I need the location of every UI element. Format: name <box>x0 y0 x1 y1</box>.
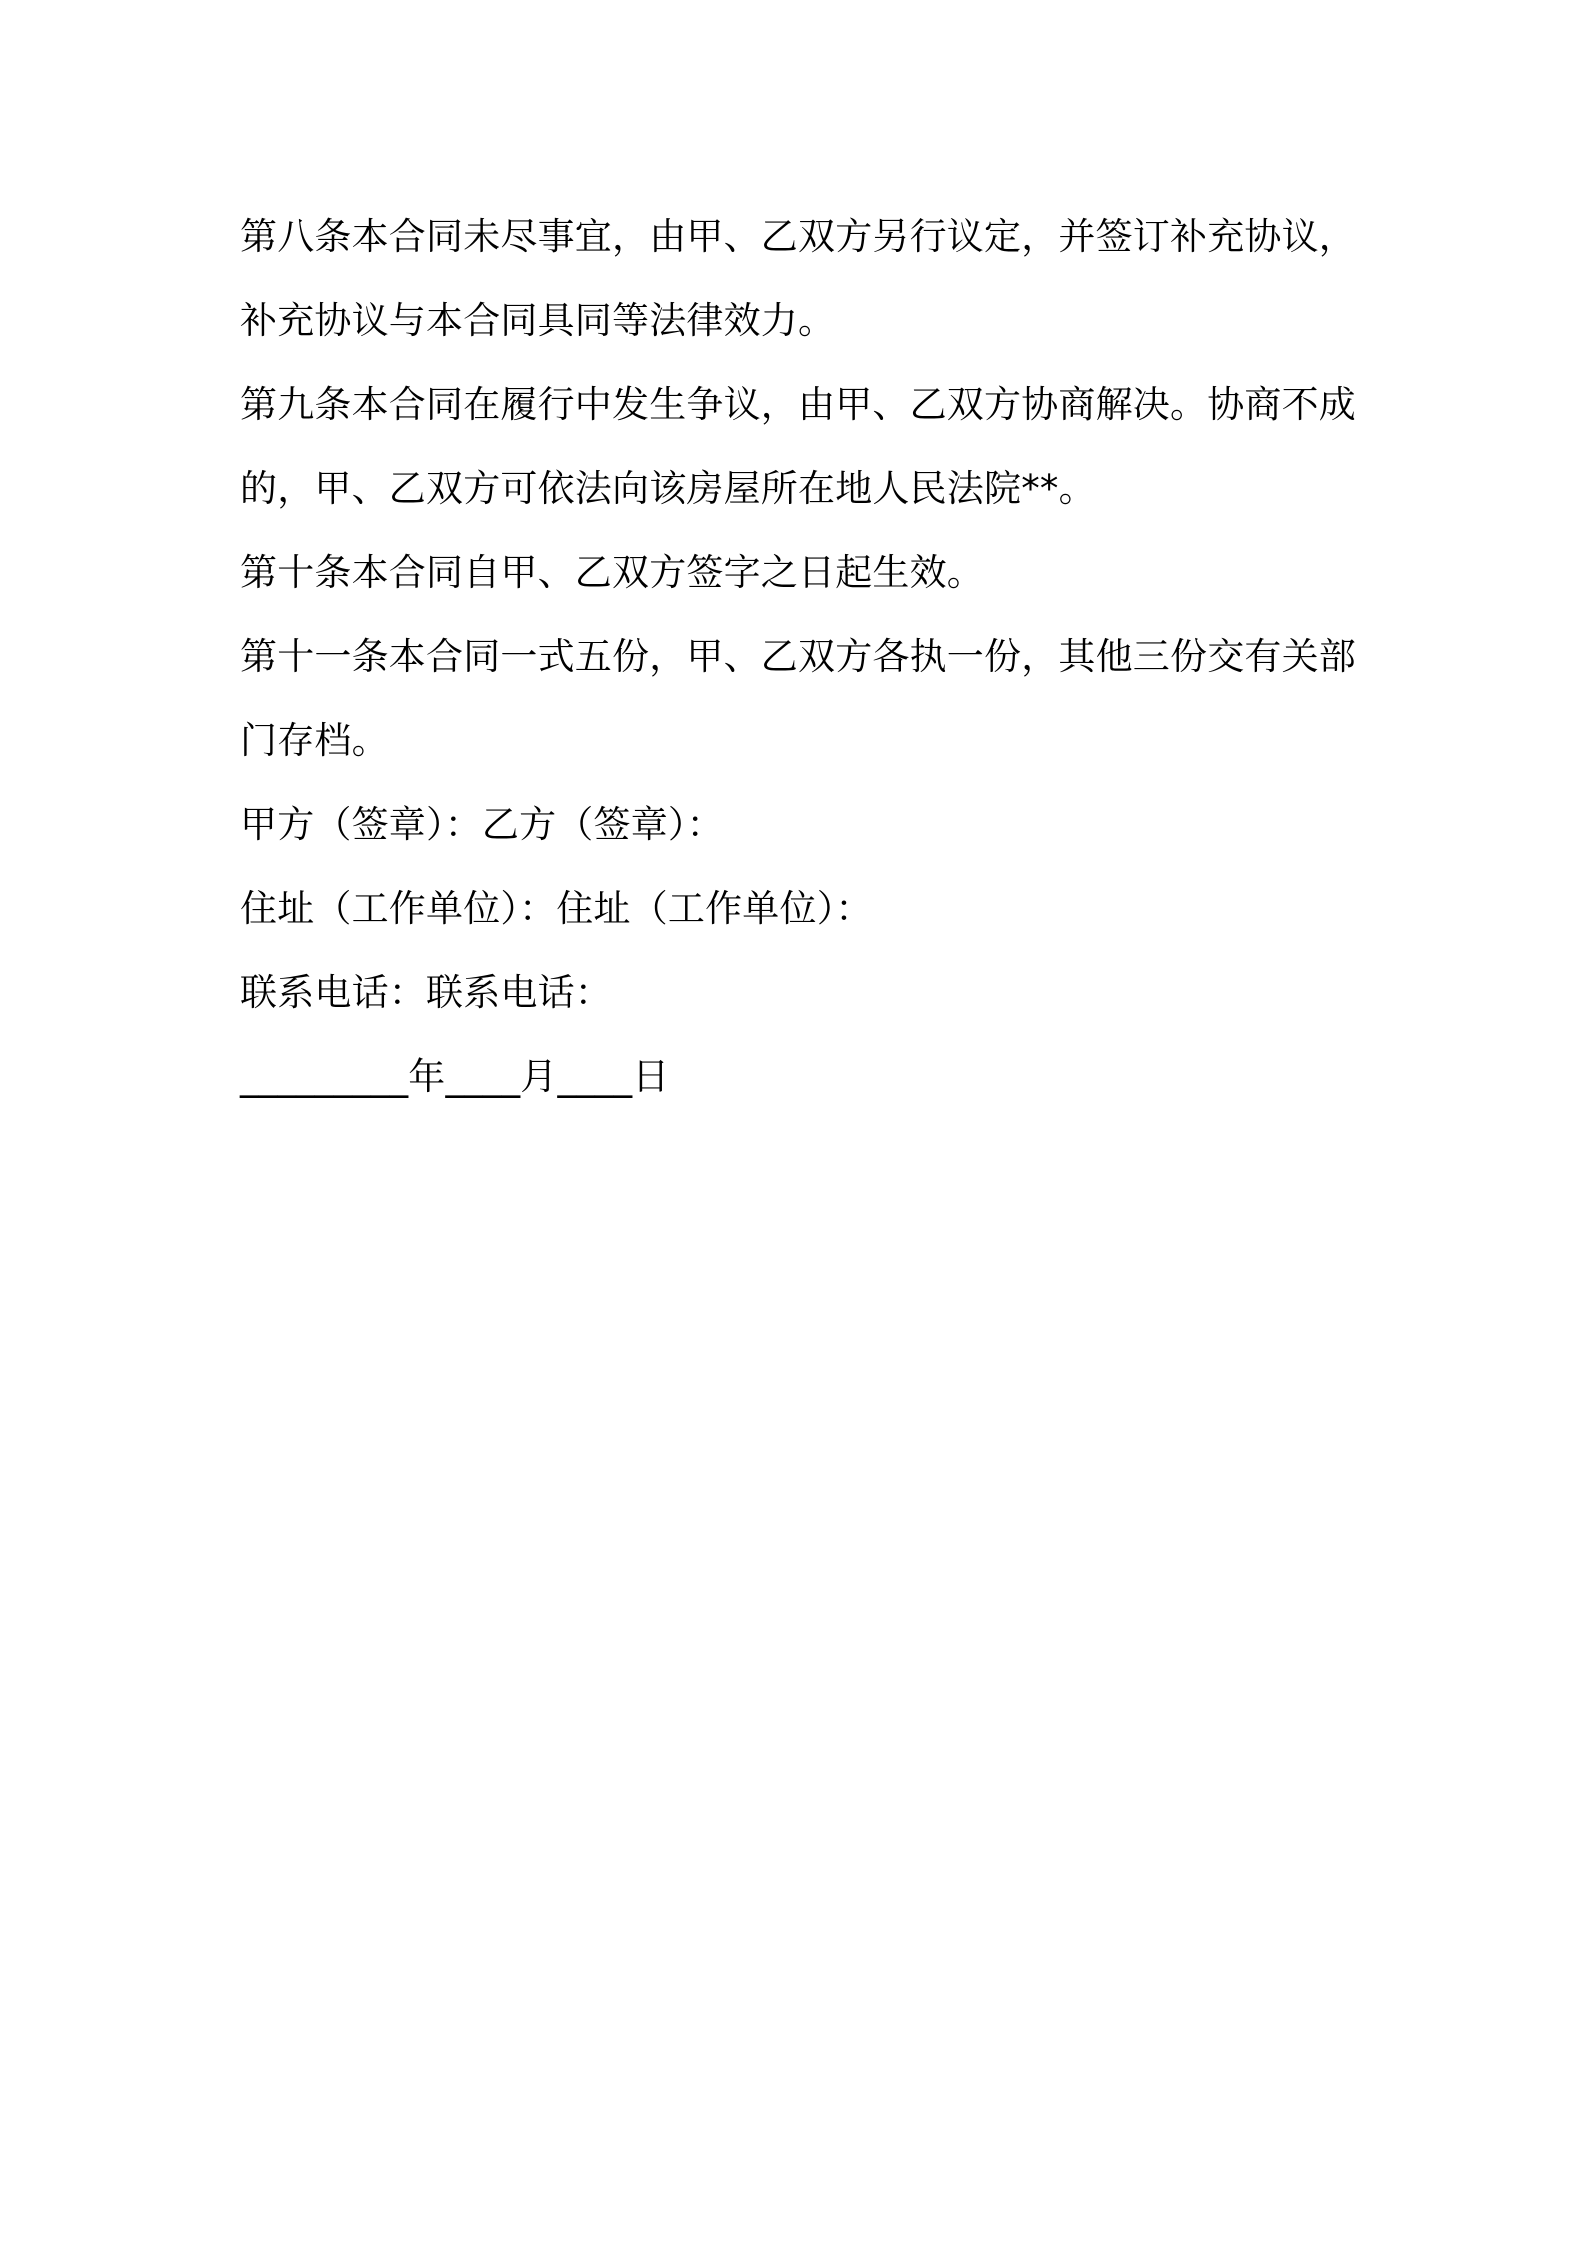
article-8-line-2: 补充协议与本合同具同等法律效力。 <box>240 299 836 342</box>
article-11-line-1: 第十一条本合同一式五份，甲、乙双方各执一份，其他三份交有关部 <box>240 635 1356 678</box>
article-9-line-1: 第九条本合同在履行中发生争议，由甲、乙双方协商解决。协商不成 <box>240 383 1356 426</box>
article-9-line-2: 的，甲、乙双方可依法向该房屋所在地人民法院**。 <box>240 467 1096 510</box>
article-11-line-2: 门存档。 <box>240 719 389 762</box>
article-10-line: 第十条本合同自甲、乙双方签字之日起生效。 <box>240 551 984 594</box>
address-line: 住址（工作单位）：住址（工作单位）： <box>240 887 873 930</box>
article-8-line-1: 第八条本合同未尽事宜，由甲、乙双方另行议定，并签订补充协议， <box>240 215 1356 258</box>
signature-line: 甲方（签章）：乙方（签章）： <box>240 803 724 846</box>
document-body <box>240 195 1360 1119</box>
phone-line: 联系电话：联系电话： <box>240 971 612 1014</box>
date-line: _________年____月____日 <box>240 1055 670 1098</box>
